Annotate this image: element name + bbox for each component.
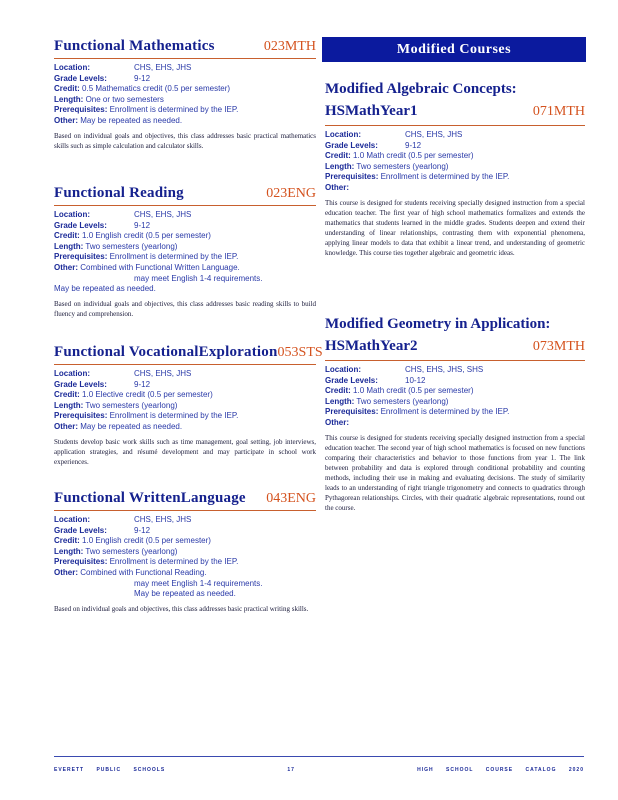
- course-description: This course is designed for students receiving specially designed instruction from a special education teacher. The first year of high school mathematics formalizes and extends the mathematics that students learned in the middle grades. Students deepen and extend their understanding of linear relationships, contrasting them with exponential phenomena, applying linear models to data that exhibit a linear trend, and understanding of geometric knowledge. This course ties together algebraic and geometric ideas.: [325, 198, 585, 257]
- location-row: Location: CHS, EHS, JHS: [54, 210, 192, 219]
- other-row-2: may meet English 1-4 requirements.: [134, 578, 263, 588]
- other-row-3: May be repeated as needed.: [54, 284, 156, 294]
- other-row: Other:: [325, 182, 349, 192]
- course-code: 043ENG: [266, 491, 316, 506]
- footer-district: EVERETT PUBLIC SCHOOLS: [54, 767, 166, 773]
- course-title: Functional WrittenLanguage: [54, 490, 246, 506]
- length-row: Length: One or two semesters: [54, 94, 164, 104]
- divider: [325, 125, 585, 126]
- course-title: Modified Geometry in Application:: [325, 316, 551, 332]
- location-row: Location: CHS, EHS, JHS: [325, 130, 463, 139]
- grade-row: Grade Levels: 9-12: [54, 73, 151, 83]
- grade-row: Grade Levels: 9-12: [54, 220, 151, 230]
- course-title: Functional Mathematics: [54, 38, 215, 54]
- other-row: Other: Combined with Functional Reading.: [54, 567, 207, 577]
- course-code: 053STS: [277, 345, 323, 360]
- course-modified-geometry: [325, 313, 585, 513]
- other-row: Other:: [325, 417, 349, 427]
- divider: [325, 360, 585, 361]
- length-row: Length: Two semesters (yearlong): [325, 396, 449, 406]
- course-functional-reading: [54, 185, 316, 319]
- course-modified-algebraic-concepts: [325, 78, 585, 258]
- length-row: Length: Two semesters (yearlong): [54, 400, 178, 410]
- course-code: 023ENG: [266, 186, 316, 201]
- course-title-line2: HSMathYear2: [325, 338, 418, 354]
- prereq-row: Prerequisites: Enrollment is determined by the IEP.: [325, 172, 510, 182]
- course-code: 023MTH: [263, 39, 316, 54]
- grade-row: Grade Levels: 9-12: [325, 140, 422, 150]
- course-description: Based on individual goals and objectives, this class addresses basic practical mathematics skills such as simple calculation and calculator skills.: [54, 131, 316, 150]
- location-row: Location: CHS, EHS, JHS: [54, 369, 192, 378]
- divider: [54, 205, 316, 206]
- prereq-row: Prerequisites: Enrollment is determined by the IEP.: [325, 407, 510, 417]
- section-banner: Modified Courses: [322, 37, 586, 62]
- course-functional-mathematics: [54, 38, 316, 151]
- footer-catalog: HIGH SCHOOL COURSE CATALOG 2020: [417, 767, 584, 773]
- course-title: Modified Algebraic Concepts:: [325, 81, 517, 97]
- credit-row: Credit: 1.0 Math credit (0.5 per semester): [325, 151, 474, 161]
- divider: [54, 510, 316, 511]
- divider: [54, 58, 316, 59]
- course-title: Functional VocationalExploration: [54, 344, 278, 360]
- grade-row: Grade Levels: 9-12: [54, 379, 151, 389]
- other-row-3: May be repeated as needed.: [134, 589, 236, 599]
- other-row: Other: May be repeated as needed.: [54, 115, 183, 125]
- course-code: 073MTH: [532, 339, 585, 354]
- credit-row: Credit: 1.0 English credit (0.5 per semester): [54, 536, 211, 546]
- grade-row: Grade Levels: 10-12: [325, 375, 426, 385]
- course-description: Based on individual goals and objectives, this class addresses basic practical writing skills.: [54, 604, 309, 613]
- course-code: 071MTH: [532, 104, 585, 119]
- prereq-row: Prerequisites: Enrollment is determined by the IEP.: [54, 105, 239, 115]
- course-description: Based on individual goals and objectives, this class addresses basic reading skills to build fluency and comprehension.: [54, 299, 316, 318]
- location-row: Location: CHS, EHS, JHS, SHS: [325, 365, 484, 374]
- course-title: Functional Reading: [54, 185, 184, 201]
- course-description: Students develop basic work skills such as time management, goal setting, job interviews, application strategies, and résumé development and may participate in school work experiences.: [54, 437, 316, 466]
- prereq-row: Prerequisites: Enrollment is determined by the IEP.: [54, 411, 239, 421]
- credit-row: Credit: 1.0 Elective credit (0.5 per semester): [54, 390, 213, 400]
- course-description: This course is designed for students receiving specially designed instruction from a special education teacher. The second year of high school mathematics is focused on new functions comparing their characteristics and behavior to those functions from year 1. The link between probability and data is explored through conditional probability and counting methods, including their use in making and evaluating decisions. The study of similarity leads to an understanding of right triangle trigonometry and connects to quadratics through Pythagorean relationships. Circles, with their quadratic algebraic representations, round out the course.: [325, 433, 585, 512]
- course-functional-vocational-exploration: [54, 344, 323, 467]
- location-row: Location: CHS, EHS, JHS: [54, 63, 192, 72]
- page-footer: [54, 756, 584, 773]
- other-row-2: may meet English 1-4 requirements.: [134, 273, 263, 283]
- prereq-row: Prerequisites: Enrollment is determined by the IEP.: [54, 557, 239, 567]
- course-functional-written-language: [54, 490, 316, 614]
- length-row: Length: Two semesters (yearlong): [54, 546, 178, 556]
- page-number: 17: [287, 767, 295, 773]
- credit-row: Credit: 0.5 Mathematics credit (0.5 per semester): [54, 84, 231, 94]
- other-row: Other: Combined with Functional Written Language.: [54, 262, 240, 272]
- grade-row: Grade Levels: 9-12: [54, 525, 151, 535]
- length-row: Length: Two semesters (yearlong): [54, 241, 178, 251]
- length-row: Length: Two semesters (yearlong): [325, 161, 449, 171]
- other-row: Other: May be repeated as needed.: [54, 421, 183, 431]
- location-row: Location: CHS, EHS, JHS: [54, 515, 192, 524]
- prereq-row: Prerequisites: Enrollment is determined by the IEP.: [54, 252, 239, 262]
- course-title-line2: HSMathYear1: [325, 103, 418, 119]
- divider: [54, 364, 316, 365]
- credit-row: Credit: 1.0 English credit (0.5 per semester): [54, 231, 211, 241]
- credit-row: Credit: 1.0 Math credit (0.5 per semester): [325, 386, 474, 396]
